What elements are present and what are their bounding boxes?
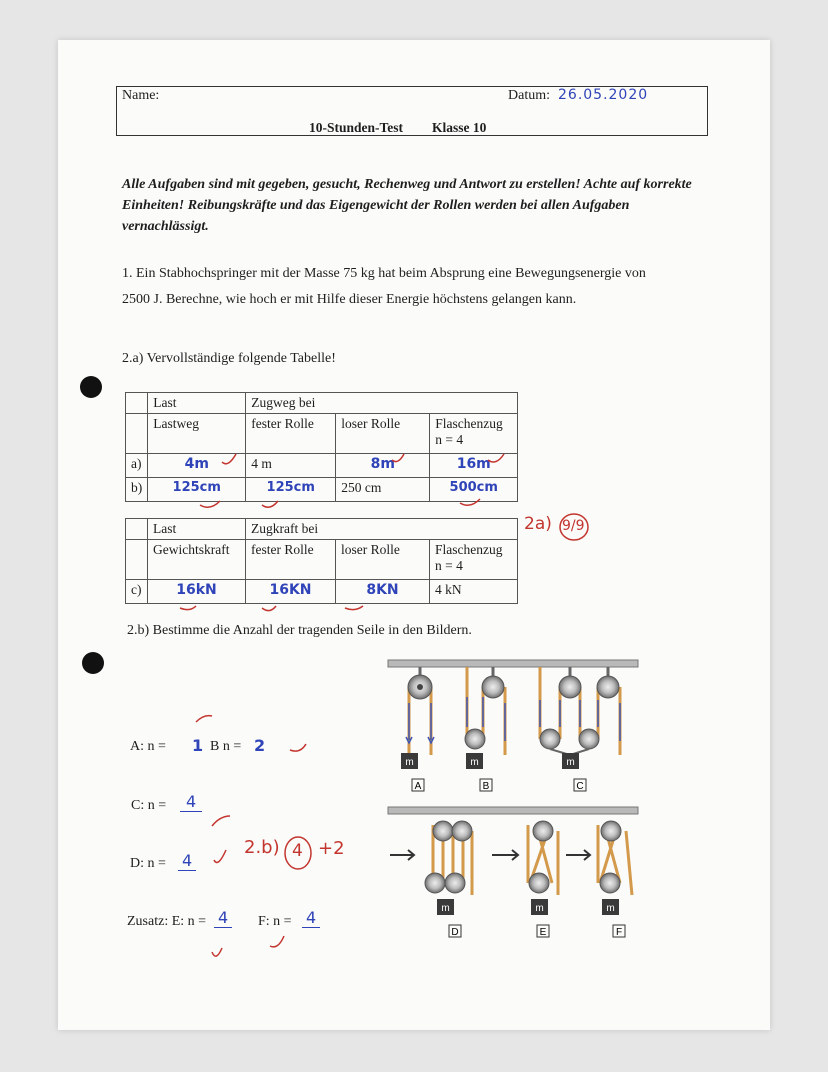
header-flasch-label: Flaschenzug: [435, 416, 503, 431]
header-lastweg: Lastweg: [148, 414, 246, 454]
system-d: [390, 821, 472, 915]
system-e: [492, 821, 558, 915]
header-fest: fester Rolle: [246, 540, 336, 580]
system-a: [401, 667, 434, 769]
pulley: [540, 729, 560, 749]
checkmark: [262, 501, 278, 507]
answer-cell: 500cm: [430, 478, 518, 502]
grade-2b-label: 2.b): [244, 837, 280, 858]
row-label: a): [126, 454, 148, 478]
class-label: Klasse 10: [432, 120, 487, 135]
header-zugweg: Zugweg bei: [246, 393, 518, 414]
checkmark: [392, 454, 404, 462]
answer-e-label: Zusatz: E: n =: [127, 914, 207, 929]
ceiling-beam: [388, 807, 638, 814]
header-los: loser Rolle: [336, 414, 430, 454]
checkmark: [222, 454, 236, 464]
mass-label: m: [566, 757, 575, 768]
header-gewicht: Gewichtskraft: [148, 540, 246, 580]
arrow-icon: [566, 850, 590, 860]
checkmark: [212, 816, 230, 826]
answer-b-value: 2: [254, 736, 266, 755]
arrow-icon: [492, 850, 518, 860]
instructions: Alle Aufgaben sind mit gegeben, gesucht, Rechenweg und Antwort zu erstellen! Achte auf korrekte Einheiten! Reibungskräfte und das Eigengewicht der Rollen werden bei allen Aufgaben vernachlässigt.: [122, 177, 692, 234]
task2b-title: 2.b) Bestimme die Anzahl der tragenden Seile in den Bildern.: [127, 623, 472, 638]
pulley: [597, 676, 619, 698]
grade-2b-score: 4: [292, 841, 303, 861]
checkmark: [460, 499, 480, 505]
pulley: [579, 729, 599, 749]
answer-d-label: D: n =: [130, 856, 166, 871]
figure-label-d: D: [451, 927, 459, 938]
pulley: [533, 821, 553, 841]
answer-cell: 125cm: [148, 478, 246, 502]
ceiling-beam: [388, 660, 638, 667]
mass-label: m: [441, 903, 450, 914]
answer-cell: 125cm: [246, 478, 336, 502]
checkmark: [488, 454, 504, 462]
table-cell: 4 kN: [430, 580, 518, 604]
test-title: 10-Stunden-Test: [309, 120, 404, 135]
system-c: [540, 667, 620, 769]
system-f: [566, 821, 632, 915]
row-label: b): [126, 478, 148, 502]
pulley: [433, 821, 453, 841]
mass-label: m: [535, 903, 544, 914]
row-label: c): [126, 580, 148, 604]
figure-label-c: C: [576, 781, 584, 792]
grade-2a-score: 9/9: [562, 518, 585, 534]
task1-line2: 2500 J. Berechne, wie hoch er mit Hilfe dieser Energie höchstens gelangen kann.: [122, 292, 577, 307]
arrow-icon: [390, 850, 414, 860]
checkmark: [345, 606, 363, 610]
task2a-title: 2.a) Vervollständige folgende Tabelle!: [122, 351, 336, 366]
date-value: 26.05.2020: [558, 87, 649, 103]
checkmark: [180, 606, 196, 610]
pulley: [452, 821, 472, 841]
figure-label-f: F: [615, 927, 623, 938]
answer-a-label: A: n =: [130, 739, 166, 754]
grade-2a-label: 2a): [524, 514, 552, 534]
header-n: n = 4: [435, 432, 464, 447]
answer-a-value: 1: [192, 736, 204, 755]
pulley: [600, 873, 620, 893]
answer-cell: 8KN: [336, 580, 430, 604]
pulley: [465, 729, 485, 749]
answer-e-value: 4: [214, 908, 232, 928]
mass-label: m: [606, 903, 615, 914]
answer-f-value: 4: [302, 908, 320, 928]
answer-c-value: 4: [180, 792, 202, 812]
task1-line1: 1. Ein Stabhochspringer mit der Masse 75 kg hat beim Absprung eine Bewegungsenergie von: [122, 266, 646, 281]
checkmark: [290, 744, 306, 751]
header-zugkraft: Zugkraft bei: [246, 519, 518, 540]
answer-cell: 4m: [148, 454, 246, 478]
answer-cell: 16kN: [148, 580, 246, 604]
header-los: loser Rolle: [336, 540, 430, 580]
checkmark: [270, 936, 284, 947]
grade-2b-bonus: +2: [318, 838, 345, 859]
checkmark: [214, 850, 226, 862]
checkmark: [262, 606, 276, 611]
pulley: [482, 676, 504, 698]
header-last: Last: [148, 519, 246, 540]
name-label: Name:: [122, 88, 160, 103]
table-cell: 250 cm: [336, 478, 430, 502]
mass-label: m: [405, 757, 414, 768]
header-n: n = 4: [435, 558, 463, 573]
pulley: [445, 873, 465, 893]
date-label: Datum:: [508, 88, 550, 103]
header-fest: fester Rolle: [246, 414, 336, 454]
header-flasch-label: Flaschenzug: [435, 542, 503, 557]
answer-c-label: C: n =: [131, 798, 167, 813]
figure-label-a: A: [414, 781, 422, 792]
checkmark: [196, 716, 212, 722]
answer-cell: 16m: [430, 454, 518, 478]
pulley: [601, 821, 621, 841]
system-b: [465, 667, 505, 769]
header-last: Last: [148, 393, 246, 414]
figure-label-e: E: [539, 927, 547, 938]
pulley-figure: [380, 655, 650, 955]
pulley: [559, 676, 581, 698]
pulley: [425, 873, 445, 893]
answer-b-label: B n =: [210, 739, 242, 754]
figure-label-b: B: [482, 781, 490, 792]
answer-cell: 8m: [336, 454, 430, 478]
pulley: [529, 873, 549, 893]
mass-label: m: [470, 757, 479, 768]
answer-d-value: 4: [178, 851, 196, 871]
answer-cell: 16KN: [246, 580, 336, 604]
table-cell: 4 m: [246, 454, 336, 478]
checkmark: [212, 948, 222, 956]
checkmark: [200, 501, 220, 507]
answer-f-label: F: n =: [258, 914, 292, 929]
